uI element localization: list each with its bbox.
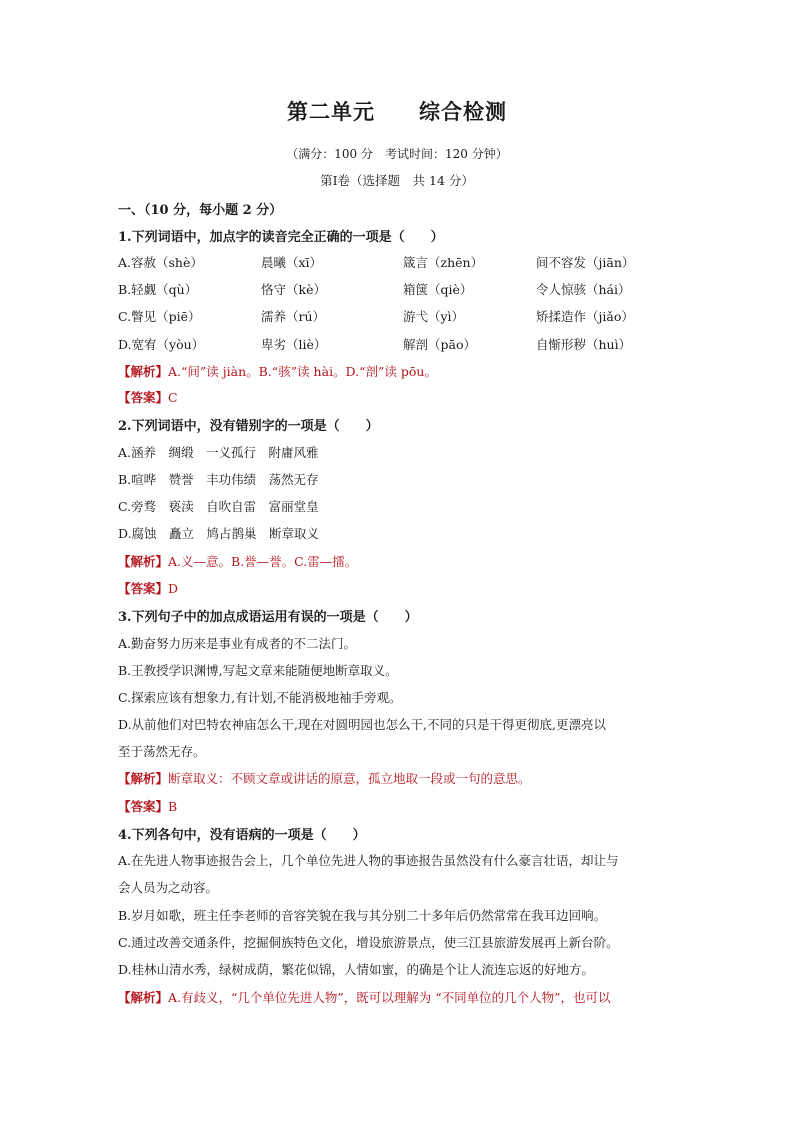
option-word: 箱箧（qiè）	[403, 282, 473, 297]
option-word: 令人惊骇（hái）	[536, 282, 631, 297]
question-3-answer	[118, 797, 678, 815]
question-1-answer	[118, 388, 678, 406]
question-3-option: D.从前他们对巴特农神庙怎么干,现在对圆明园也怎么干,不同的只是干得更彻底,更漂亮以	[118, 717, 606, 732]
answer-text: B	[168, 799, 178, 814]
question-4-option: D.桂林山清水秀，绿树成荫，繁花似锦，人情如蜜，的确是个让人流连忘返的好地方。	[118, 962, 595, 977]
question-4-analysis	[118, 988, 678, 1006]
question-3-option: B.王教授学识渊博,写起文章来能随便地断章取义。	[118, 663, 398, 678]
analysis-text: A.有歧义，“几个单位先进人物”，既可以理解为 “不同单位的几个人物”，也可以	[168, 990, 611, 1005]
option-word: 箴言（zhēn）	[403, 255, 484, 270]
option-word: 晨曦（xī）	[261, 255, 323, 270]
question-2-option: A.涵养 绸缎 一义孤行 附庸风雅	[118, 445, 319, 460]
question-4-stem: 4.下列各句中，没有语病的一项是（ ）	[118, 828, 366, 843]
option-word: 矫揉造作（jiǎo）	[536, 309, 634, 324]
question-3-option-continued: 至于荡然无存。	[118, 744, 206, 759]
question-4-option: C.通过改善交通条件，挖掘侗族特色文化，增设旅游景点，使三江县旅游发展再上新台阶。	[118, 935, 619, 950]
question-2-analysis	[118, 552, 678, 570]
question-1-stem: 1.下列词语中，加点字的读音完全正确的一项是（ ）	[118, 230, 444, 245]
question-1-option-row	[118, 280, 678, 298]
question-1-option-row	[118, 335, 678, 353]
question-2-answer	[118, 579, 678, 597]
question-3-option: A.勤奋努力历来是事业有成者的不二法门。	[118, 636, 357, 651]
option-word: 恪守（kè）	[261, 282, 326, 297]
exam-info: （满分：100 分 考试时间：120 分钟）	[286, 147, 508, 161]
analysis-tag: 【解析】	[118, 364, 169, 379]
analysis-tag: 【解析】	[118, 990, 169, 1005]
option-word: 卑劣（liè）	[261, 337, 327, 352]
question-3-option: C.探索应该有想象力,有计划,不能消极地袖手旁观。	[118, 690, 402, 705]
analysis-text: A.“间”读 jiàn。B.“骇”读 hài。D.“剖”读 pōu。	[168, 364, 437, 379]
answer-tag: 【答案】	[118, 799, 169, 814]
question-1-analysis	[118, 362, 678, 380]
question-2-option: C.旁骛 亵渎 自吹自雷 富丽堂皇	[118, 499, 319, 514]
question-1-option-row	[118, 307, 678, 325]
question-2-stem: 2.下列词语中，没有错别字的一项是（ ）	[118, 419, 379, 434]
option-word: 解剖（pāo）	[403, 337, 476, 352]
option-word: 游弋（yì）	[403, 309, 465, 324]
answer-text: D	[168, 581, 179, 596]
analysis-tag: 【解析】	[118, 771, 169, 786]
option-word: 自惭形秽（huì）	[536, 337, 632, 352]
answer-text: C	[168, 390, 178, 405]
section-heading: 一、（10 分，每小题 2 分）	[118, 203, 283, 218]
analysis-text: 断章取义：不顾文章或讲话的原意，孤立地取一段或一句的意思。	[168, 771, 531, 786]
analysis-text: A.义—意。B.誉—誉。C.雷—擂。	[168, 554, 358, 569]
analysis-tag: 【解析】	[118, 554, 169, 569]
answer-tag: 【答案】	[118, 390, 169, 405]
answer-tag: 【答案】	[118, 581, 169, 596]
question-4-option: A.在先进人物事迹报告会上，几个单位先进人物的事迹报告虽然没有什么豪言壮语，却让与	[118, 853, 619, 868]
question-1-option-row	[118, 253, 678, 271]
option-word: B.轻觑（qù）	[118, 282, 198, 297]
question-3-analysis	[118, 769, 678, 787]
option-word: D.宽宥（yòu）	[118, 337, 205, 352]
question-4-option-continued: 会人员为之动容。	[118, 880, 219, 895]
option-word: 间不容发（jiān）	[536, 255, 635, 270]
option-word: C.瞥见（piē）	[118, 309, 201, 324]
page-title: 第二单元 综合检测	[287, 99, 507, 124]
question-2-option: D.腐蚀 矗立 鸠占鹊巢 断章取义	[118, 526, 320, 541]
volume-heading: 第Ⅰ卷（选择题 共 14 分）	[320, 173, 474, 188]
question-3-stem: 3.下列句子中的加点成语运用有误的一项是（ ）	[118, 610, 418, 625]
question-4-option: B.岁月如歌，班主任李老师的音容笑貌在我与其分别二十多年后仍然常常在我耳边回响。	[118, 908, 607, 923]
question-2-option: B.喧哗 赞誉 丰功伟绩 荡然无存	[118, 472, 319, 487]
option-word: 濡养（rú）	[261, 309, 326, 324]
option-word: A.容赦（shè）	[118, 255, 203, 270]
